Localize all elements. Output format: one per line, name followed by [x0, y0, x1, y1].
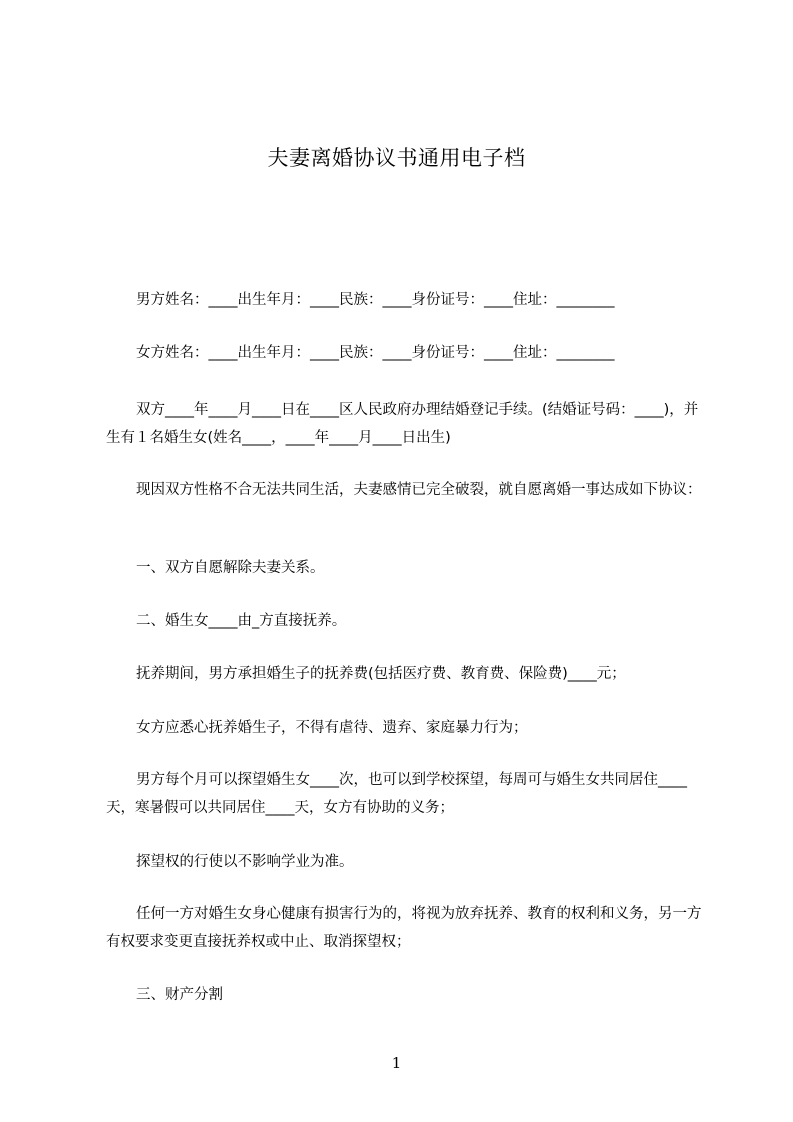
harm-paragraph: 任何一方对婚生女身心健康有损害行为的，将视为放弃抚养、教育的权利和义务，另一方有权要求变更直接抚养权或中止、取消探望权； [106, 906, 702, 950]
marriage-paragraph: 双方____年____月____日在____区人民政府办理结婚登记手续。(结婚证号码：____)，并生有１名婚生女(姓名____，____年____月____日出生) [106, 402, 699, 446]
clause-2: 二、婚生女____由_方直接抚养。 [136, 613, 347, 629]
page-number: 1 [391, 1054, 402, 1072]
visitation-limit-line: 探望权的行使以不影响学业为准。 [136, 854, 354, 870]
male-info-line: 男方姓名：____出生年月：____民族：____身份证号：____住址：________ [136, 292, 615, 308]
support-fee-line: 抚养期间，男方承担婚生子的抚养费(包括医疗费、教育费、保险费)____元； [136, 666, 626, 682]
clause-3: 三、财产分割 [136, 987, 223, 1003]
clause-1: 一、双方自愿解除夫妻关系。 [136, 560, 325, 576]
care-duty-line: 女方应悉心抚养婚生子，不得有虐待、遗弃、家庭暴力行为； [136, 720, 528, 736]
reason-paragraph: 现因双方性格不合无法共同生活，夫妻感情已完全破裂，就自愿离婚一事达成如下协议： [136, 482, 702, 498]
female-info-line: 女方姓名：____出生年月：____民族：____身份证号：____住址：________ [136, 345, 615, 361]
document-title: 夫妻离婚协议书通用电子档 [267, 146, 526, 170]
visitation-paragraph: 男方每个月可以探望婚生女____次，也可以到学校探望，每周可与婚生女共同居住____天，寒暑假可以共同居住____天，女方有协助的义务； [106, 772, 687, 816]
